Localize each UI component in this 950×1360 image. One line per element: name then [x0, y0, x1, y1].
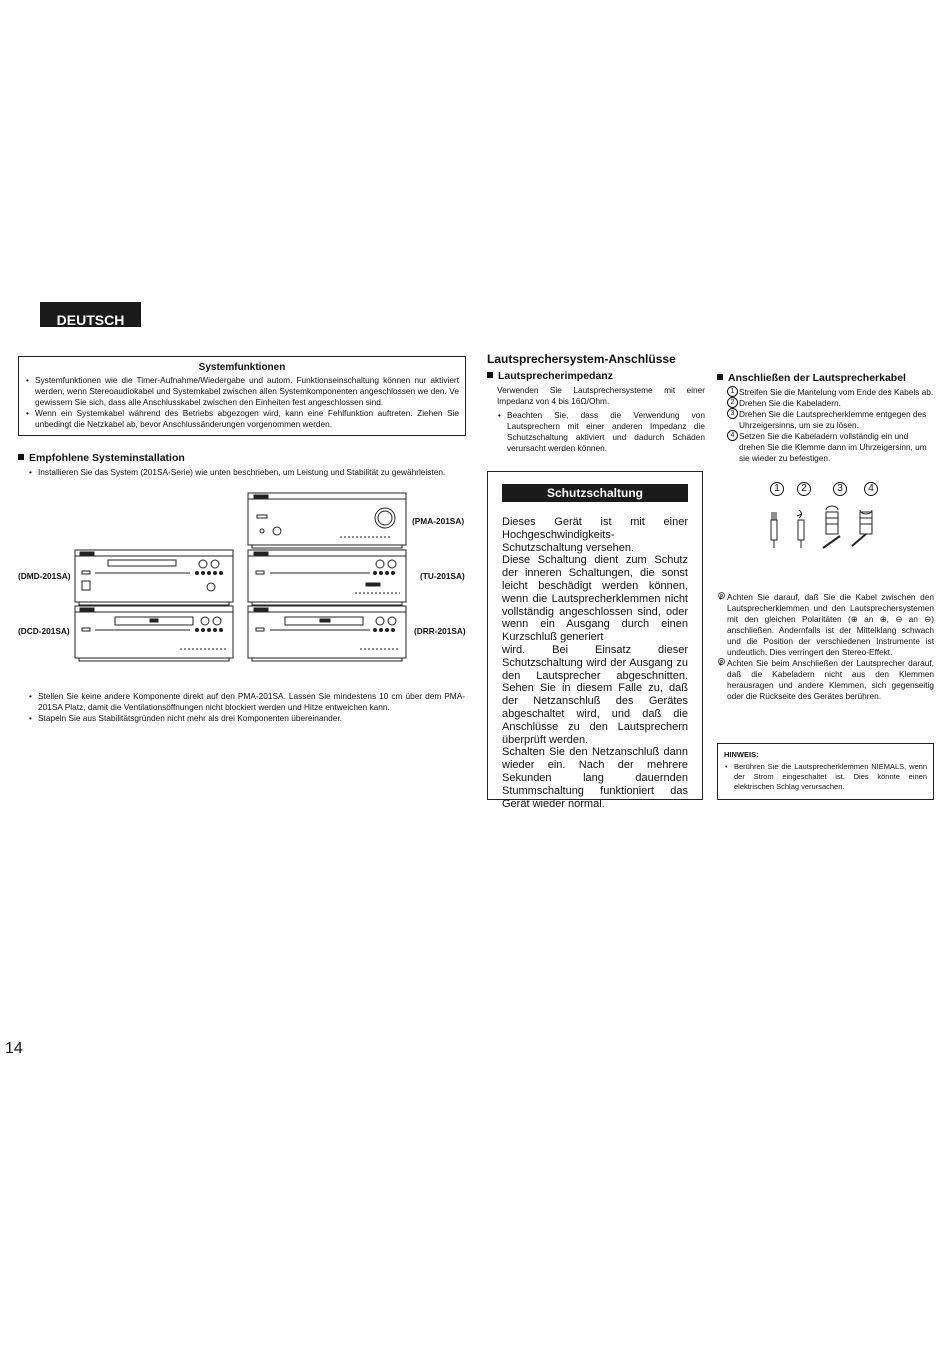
installation-heading: Empfohlene Systeminstallation: [18, 452, 466, 464]
anschliessen-step: 1 Streifen Sie die Mantelung vom Ende des Kabels ab.: [727, 387, 934, 398]
installation-note: • Stapeln Sie aus Stabilitätsgründen nicht mehr als drei Komponenten übereinander.: [28, 713, 465, 724]
step-number: 2: [727, 397, 738, 408]
anschliessen-section: [717, 372, 934, 464]
anschliessen-steps: [717, 387, 934, 464]
anschliessen-heading: Anschließen der Lautsprecherkabel: [717, 372, 934, 384]
dcd-label: (DCD-201SA): [18, 626, 70, 636]
systemfunktionen-box: [18, 356, 466, 436]
figure-num: 3: [833, 482, 847, 496]
figure-num: 2: [797, 482, 811, 496]
figure-num: 1: [770, 482, 784, 496]
systemfunktionen-bullet: • Wenn ein Systemkabel während des Betriebs abgezogen wird, kann eine Fehlfunktion auftreten. Ziehen Sie unbedingt die Netzkabel ab, bevor Anschlussänderungen vorgenommen werden.: [25, 408, 459, 430]
tu-label: (TU-201SA): [420, 571, 465, 581]
schutzschaltung-paragraph: Schalten Sie den Netzanschluß dann wieder ein. Nach der mehrere Sekunden lang dauernden Stummschaltung funktioniert das Gerät wieder normal.: [502, 746, 688, 810]
systemfunktionen-title: Systemfunktionen: [198, 362, 286, 373]
hinweis-list: [724, 762, 927, 792]
installation-section: [18, 452, 466, 478]
anschliessen-step: 2 Drehen Sie die Kabeladern.: [727, 398, 934, 409]
lautsprecher-section: [487, 352, 705, 454]
impedanz-bullet: • Beachten Sie, dass die Verwendung von Lautsprechern mit einer anderen Impedanz die Schutzschaltung aktiviert und dadurch Schäden verursacht werden können.: [497, 410, 705, 454]
drr-label: (DRR-201SA): [414, 626, 466, 636]
warning-item: • Achten Sie darauf, daß Sie die Kabel zwischen den Lautsprecherklemmen und den Lautsprechersystemen mit den gleichen Polaritäten (⊕ an ⊕, ⊖ an ⊖) anschließen. Andernfalls ist der Mittelklang schwach und die Position der verschiedenen Instrumente ist undeutlich. Dies verringert den Stereo-Effekt.: [717, 592, 934, 658]
drr-unit-icon: [248, 606, 406, 661]
step-number: 1: [727, 386, 738, 397]
page-number: 14: [5, 1040, 23, 1057]
hinweis-box: [717, 743, 934, 800]
lautsprecher-title: Lautsprechersystem-Anschlüsse: [487, 352, 676, 366]
systemfunktionen-bullet: • Systemfunktionen wie die Timer-Aufnahme/Wiedergabe und autom. Funktionseinschaltung können nur aktiviert werden, wenn Stereoaudiokabel und Systemkabel zwischen allen Systemkomponenten angeschlossen we den. Ve gewissern Sie sich, dass alle Anschlusskabel zwischen den Einheiten fest angeschlossen sind.: [25, 375, 459, 408]
installation-notes: [28, 691, 465, 724]
warning-item: • Achten Sie beim Anschließen der Lautsprecher darauf, daß die Kabeladern nicht aus den Klemmen herausragen und andere Klemmen, sich gegenseitig oder die Rückseite des Gerätes berühren.: [717, 658, 934, 702]
schutzschaltung-paragraph: wird. Bei Einsatz dieser Schutzschaltung wird der Ausgang zu den Lautsprecher abgeschnitten. Sehen Sie in diesem Falle zu, daß der Netzanschluß des Gerätes abgeschaltet wird, und daß die Anschlüsse zu den Lautsprechern überprüft werden.: [502, 643, 688, 746]
impedanz-heading: Lautsprecherimpedanz: [487, 370, 705, 382]
dcd-unit-icon: [75, 606, 233, 661]
pma-unit-icon: [248, 493, 406, 548]
schutzschaltung-title: Schutzschaltung: [502, 484, 688, 502]
pma-label: (PMA-201SA): [412, 516, 465, 526]
dmd-unit-icon: [75, 550, 233, 605]
hinweis-title: HINWEIS:: [724, 750, 759, 759]
installation-bullet: • Installieren Sie das System (201SA-Serie) wie unten beschrieben, um Leistung und Stabilität zu gewährleisten.: [28, 467, 466, 478]
tu-unit-icon: [248, 550, 406, 605]
schutzschaltung-paragraph: Dieses Gerät ist mit einer Hochgeschwindigkeits-Schutzschaltung versehen.: [502, 516, 688, 554]
systemfunktionen-list: [25, 375, 459, 430]
anschliessen-step: 4 Setzen Sie die Kabeladern vollständig ein und drehen Sie die Klemme dann im Uhrzeigersinn, um sie wieder zu befestigen.: [727, 431, 934, 464]
step-number: 4: [727, 430, 738, 441]
speaker-cable-figure: [760, 496, 890, 556]
installation-list: [18, 467, 466, 478]
schutzschaltung-paragraph: Diese Schaltung dient zum Schutz der inneren Schaltungen, die sonst leicht beschädigt werden können, wenn die Lautsprecherklemmen nicht vollständig angeschlossen sind, oder wenn ein Ausgang durch einen Kurzschluß generiert: [502, 554, 688, 644]
schutzschaltung-box: [487, 471, 703, 810]
impedanz-text: Verwenden Sie Lautsprechersysteme mit einer Impedanz von 4 bis 16Ω/Ohm.: [497, 385, 705, 406]
figure-num: 4: [864, 482, 878, 496]
impedanz-list: [487, 410, 705, 454]
hinweis-text: • Berühren Sie die Lautsprecherklemmen NIEMALS, wenn der Strom eingeschaltet ist. Dies könnte einen elektrischen Schlag verursachen.: [724, 762, 927, 792]
installation-note: • Stellen Sie keine andere Komponente direkt auf den PMA-201SA. Lassen Sie mindestens 10 cm über dem PMA-201SA Platz, damit die Ventilationsöffnungen nicht blockiert werden und Hitze entweichen kann.: [28, 691, 465, 713]
dmd-label: (DMD-201SA): [18, 571, 71, 581]
schutzschaltung-body: [502, 516, 688, 810]
step-number: 3: [727, 408, 738, 419]
language-tab: DEUTSCH: [40, 302, 141, 327]
system-stack-diagram: [70, 490, 415, 665]
anschliessen-step: 3 Drehen Sie die Lautsprecherklemme entgegen des Uhrzeigersinns, um sie zu lösen.: [727, 409, 934, 431]
anschliessen-warnings: [717, 592, 934, 702]
